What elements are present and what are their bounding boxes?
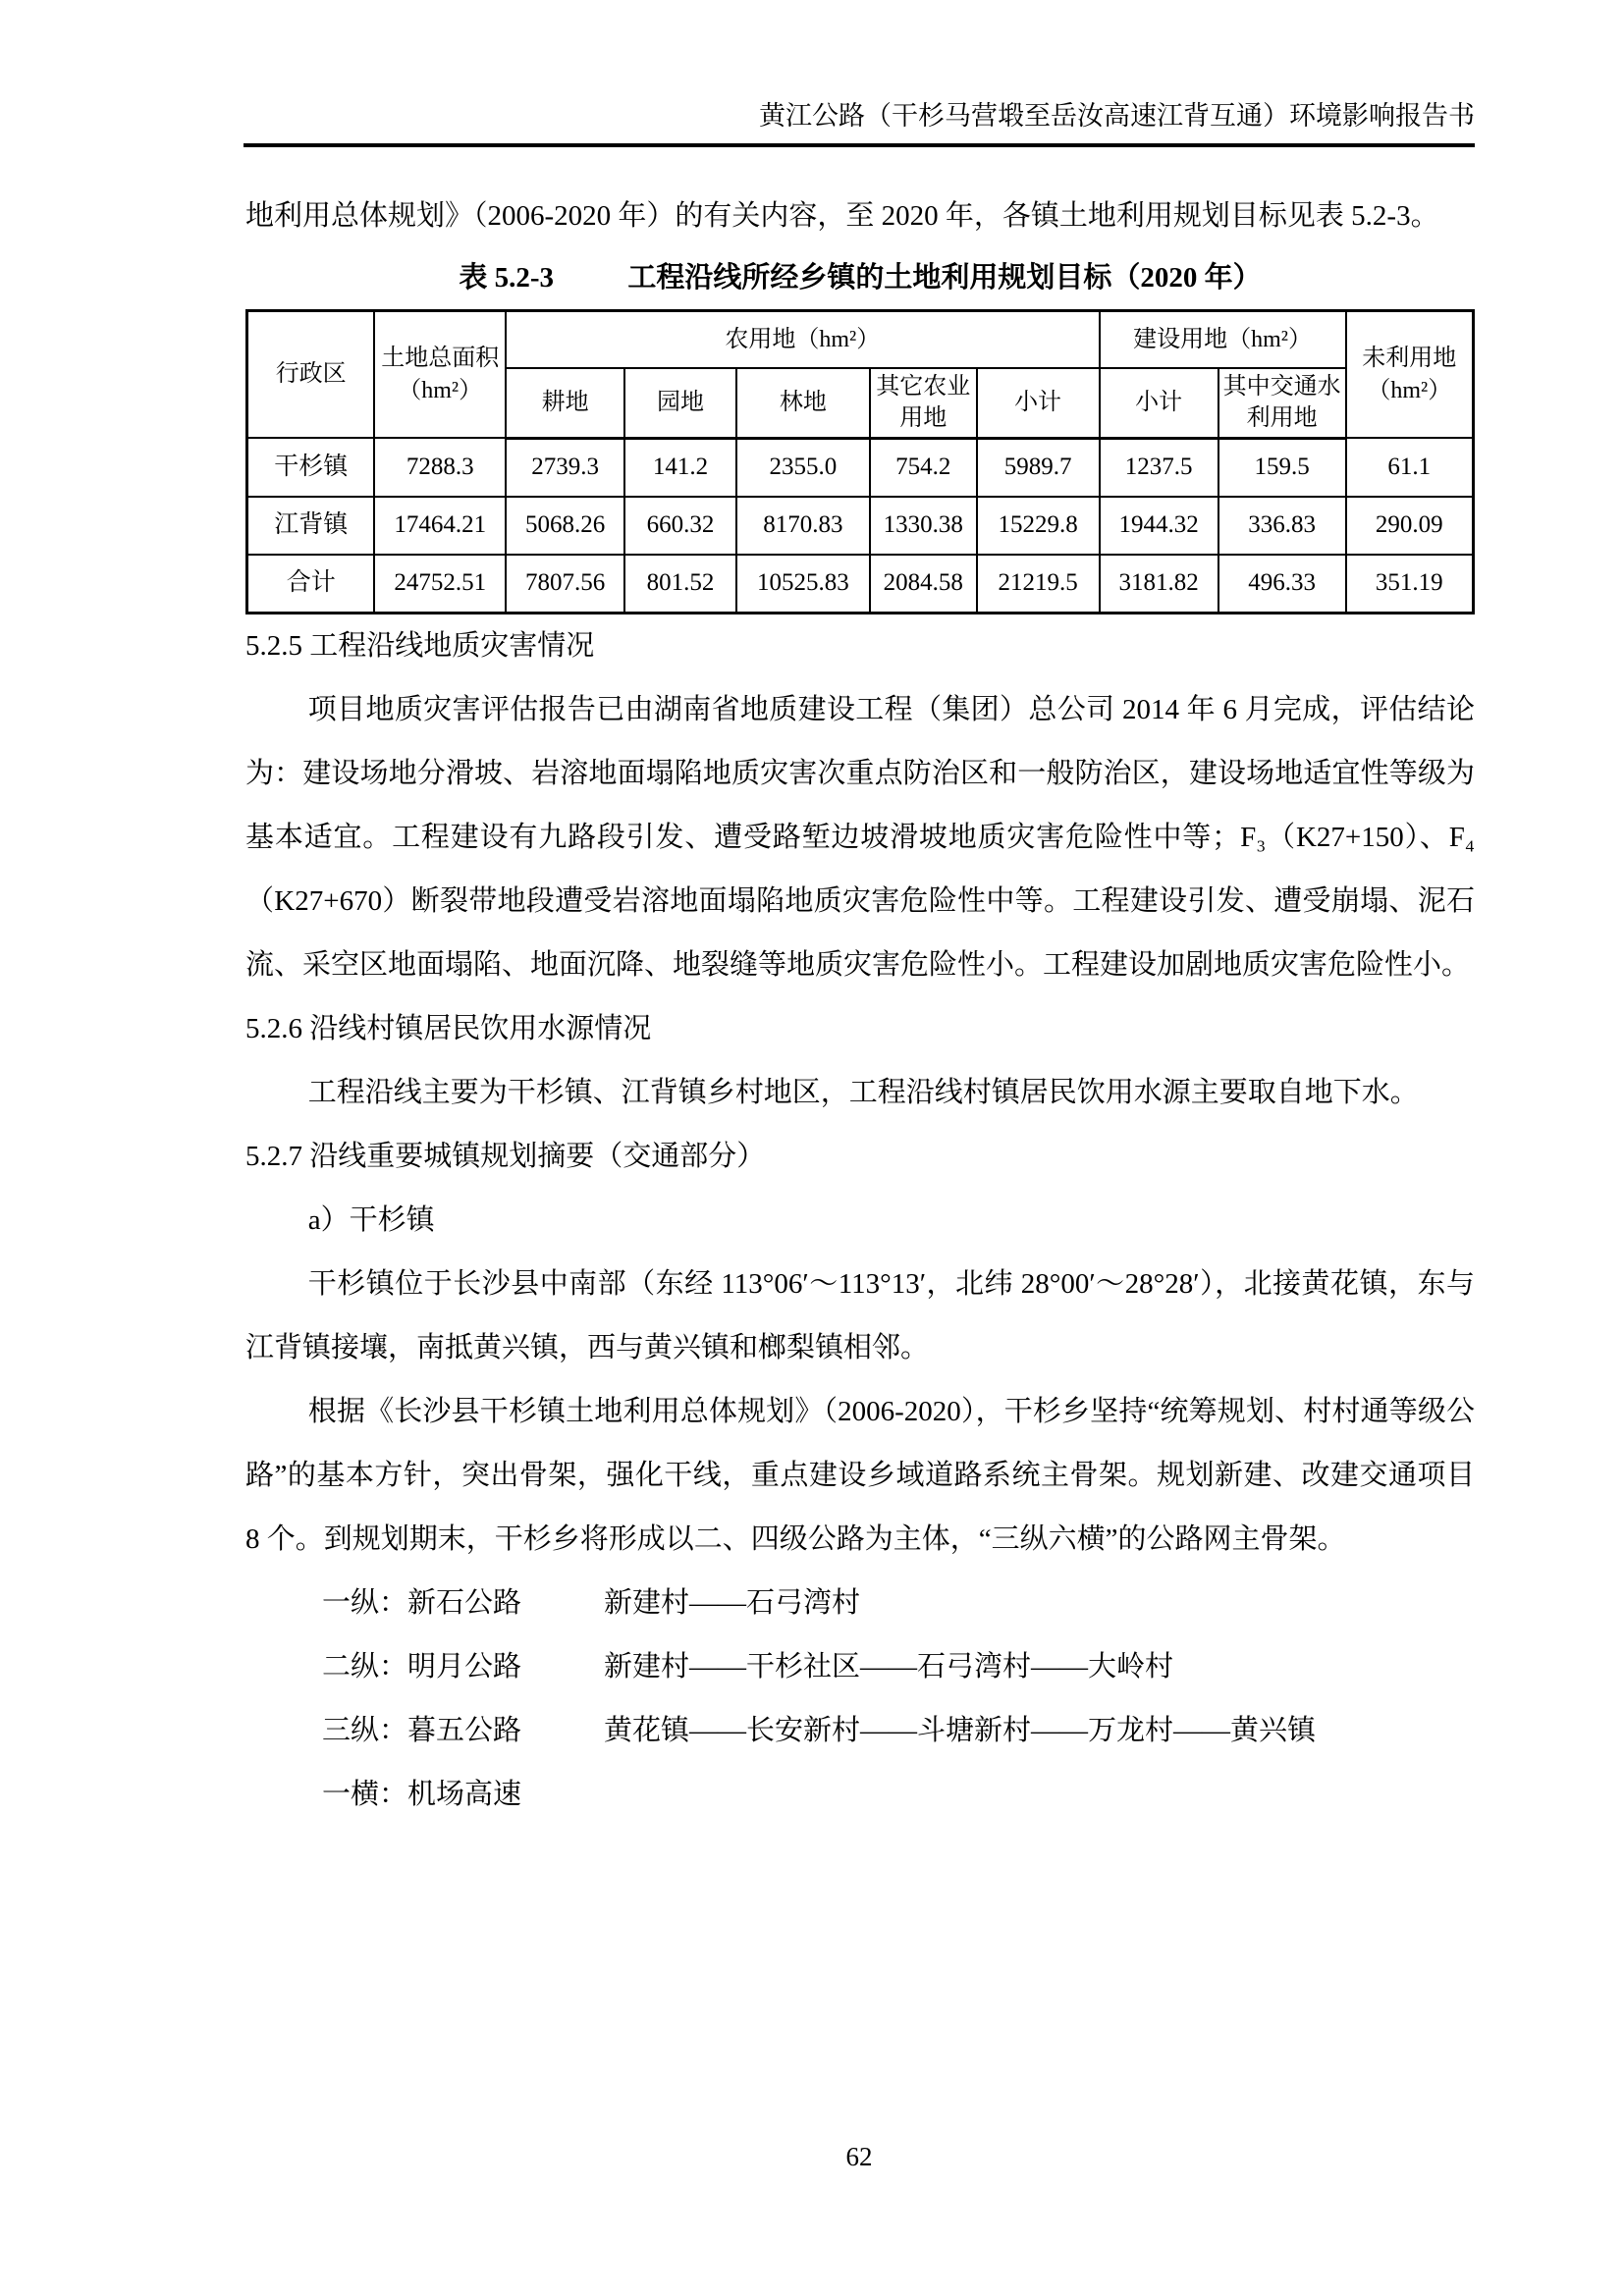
- table-header-row-1: [247, 311, 1474, 369]
- cell-unused: 351.19: [1346, 555, 1474, 614]
- cell-forest: 8170.83: [736, 497, 870, 555]
- col-header-cultivated: 耕地: [506, 368, 624, 438]
- table-row-ganshan: [247, 438, 1474, 497]
- intro-paragraph: 地利用总体规划》（2006-2020 年）的有关内容，至 2020 年，各镇土地利用规划目标见表 5.2-3。: [245, 200, 1439, 232]
- table-row-total: [247, 555, 1474, 614]
- road-label: 三纵：暮五公路: [322, 1714, 522, 1746]
- road-item-1: [245, 1572, 1475, 1635]
- road-item-4: [245, 1763, 1475, 1827]
- col-header-constr-subtotal: 小计: [1100, 368, 1218, 438]
- col-header-transport-water: 其中交通水利用地: [1218, 368, 1346, 438]
- page-number: 62: [845, 2142, 873, 2171]
- section-heading-526: 5.2.6 沿线村镇居民饮用水源情况: [245, 1012, 652, 1044]
- road-route: 黄花镇——长安新村——斗塘新村——万龙村——黄兴镇: [604, 1714, 1317, 1746]
- cell-cultivated: 7807.56: [506, 555, 624, 614]
- section-heading-527: 5.2.7 沿线重要城镇规划摘要（交通部分）: [245, 1140, 766, 1172]
- section-heading-525: 5.2.5 工程沿线地质灾害情况: [245, 629, 595, 662]
- table-caption-label: 表 5.2-3: [459, 262, 554, 294]
- page-content: [245, 185, 1475, 1827]
- section-526-paragraph: 工程沿线主要为干杉镇、江背镇乡村地区，工程沿线村镇居民饮用水源主要取自地下水。: [307, 1076, 1419, 1108]
- road-item-3: [245, 1699, 1475, 1763]
- col-header-forest: 林地: [736, 368, 870, 438]
- land-use-table: [245, 309, 1475, 614]
- cell-garden: 141.2: [624, 438, 736, 497]
- running-header-title: 黄江公路（干杉马营塅至岳汝高速江背互通）环境影响报告书: [759, 101, 1475, 131]
- running-header: [244, 0, 1475, 147]
- section-527-item-a: a）干杉镇: [307, 1203, 435, 1236]
- cell-agri-subtotal: 15229.8: [977, 497, 1100, 555]
- col-header-unused: 未利用地（hm²）: [1346, 311, 1474, 439]
- cell-total: 7288.3: [374, 438, 506, 497]
- cell-unused: 61.1: [1346, 438, 1474, 497]
- road-route: 新建村——干杉社区——石弓湾村——大岭村: [604, 1650, 1174, 1682]
- cell-constr-subtotal: 3181.82: [1100, 555, 1218, 614]
- cell-forest: 10525.83: [736, 555, 870, 614]
- col-header-admin: 行政区: [247, 311, 375, 439]
- cell-transport-water: 336.83: [1218, 497, 1346, 555]
- road-route: 新建村——石弓湾村: [604, 1586, 861, 1619]
- section-527-paragraph-2: 根据《长沙县干杉镇土地利用总体规划》（2006-2020），干杉乡坚持“统筹规划、村村通等级公路”的基本方针，突出骨架，强化干线，重点建设乡域道路系统主骨架。规划新建、改建交通项目 8 个。到规划期末，干杉乡将形成以二、四级公路为主体，“三纵六横”的公路网主骨架。: [245, 1395, 1475, 1555]
- table-caption-title: 工程沿线所经乡镇的土地利用规划目标（2020 年）: [627, 262, 1262, 294]
- col-header-other-agri: 其它农业用地: [870, 368, 977, 438]
- cell-admin: 干杉镇: [247, 438, 375, 497]
- road-label: 一纵：新石公路: [322, 1586, 522, 1619]
- section-525-paragraph: 项目地质灾害评估报告已由湖南省地质建设工程（集团）总公司 2014 年 6 月完成，评估结论为：建设场地分滑坡、岩溶地面塌陷地质灾害次重点防治区和一般防治区，建设场地适宜性等级为基本适宜。工程建设有九路段引发、遭受路堑边坡滑坡地质灾害危险性中等；F₃（K27+150）、F₄（K27+670）断裂带地段遭受岩溶地面塌陷地质灾害危险性中等。工程建设引发、遭受崩塌、泥石流、采空区地面塌陷、地面沉降、地裂缝等地质灾害危险性小。工程建设加剧地质灾害危险性小。: [245, 693, 1475, 981]
- cell-agri-subtotal: 5989.7: [977, 438, 1100, 497]
- cell-total: 17464.21: [374, 497, 506, 555]
- table-caption: [245, 252, 1475, 303]
- cell-garden: 801.52: [624, 555, 736, 614]
- cell-other-agri: 754.2: [870, 438, 977, 497]
- cell-unused: 290.09: [1346, 497, 1474, 555]
- cell-other-agri: 2084.58: [870, 555, 977, 614]
- col-group-agricultural: 农用地（hm²）: [506, 311, 1099, 369]
- cell-admin: 合计: [247, 555, 375, 614]
- cell-constr-subtotal: 1944.32: [1100, 497, 1218, 555]
- table-row-jiangbei: [247, 497, 1474, 555]
- cell-garden: 660.32: [624, 497, 736, 555]
- col-group-construction: 建设用地（hm²）: [1100, 311, 1346, 369]
- col-header-garden: 园地: [624, 368, 736, 438]
- col-header-agri-subtotal: 小计: [977, 368, 1100, 438]
- section-527-paragraph-1: 干杉镇位于长沙县中南部（东经 113°06′～113°13′，北纬 28°00′～28°28′），北接黄花镇，东与江背镇接壤，南抵黄兴镇，西与黄兴镇和榔梨镇相邻。: [245, 1267, 1475, 1363]
- cell-forest: 2355.0: [736, 438, 870, 497]
- cell-constr-subtotal: 1237.5: [1100, 438, 1218, 497]
- cell-transport-water: 496.33: [1218, 555, 1346, 614]
- col-header-total-area: 土地总面积（hm²）: [374, 311, 506, 439]
- cell-transport-water: 159.5: [1218, 438, 1346, 497]
- cell-total: 24752.51: [374, 555, 506, 614]
- cell-other-agri: 1330.38: [870, 497, 977, 555]
- road-item-2: [245, 1635, 1475, 1699]
- cell-cultivated: 5068.26: [506, 497, 624, 555]
- road-label: 二纵：明月公路: [322, 1650, 522, 1682]
- cell-agri-subtotal: 21219.5: [977, 555, 1100, 614]
- cell-admin: 江背镇: [247, 497, 375, 555]
- road-label: 一横：机场高速: [322, 1778, 522, 1810]
- cell-cultivated: 2739.3: [506, 438, 624, 497]
